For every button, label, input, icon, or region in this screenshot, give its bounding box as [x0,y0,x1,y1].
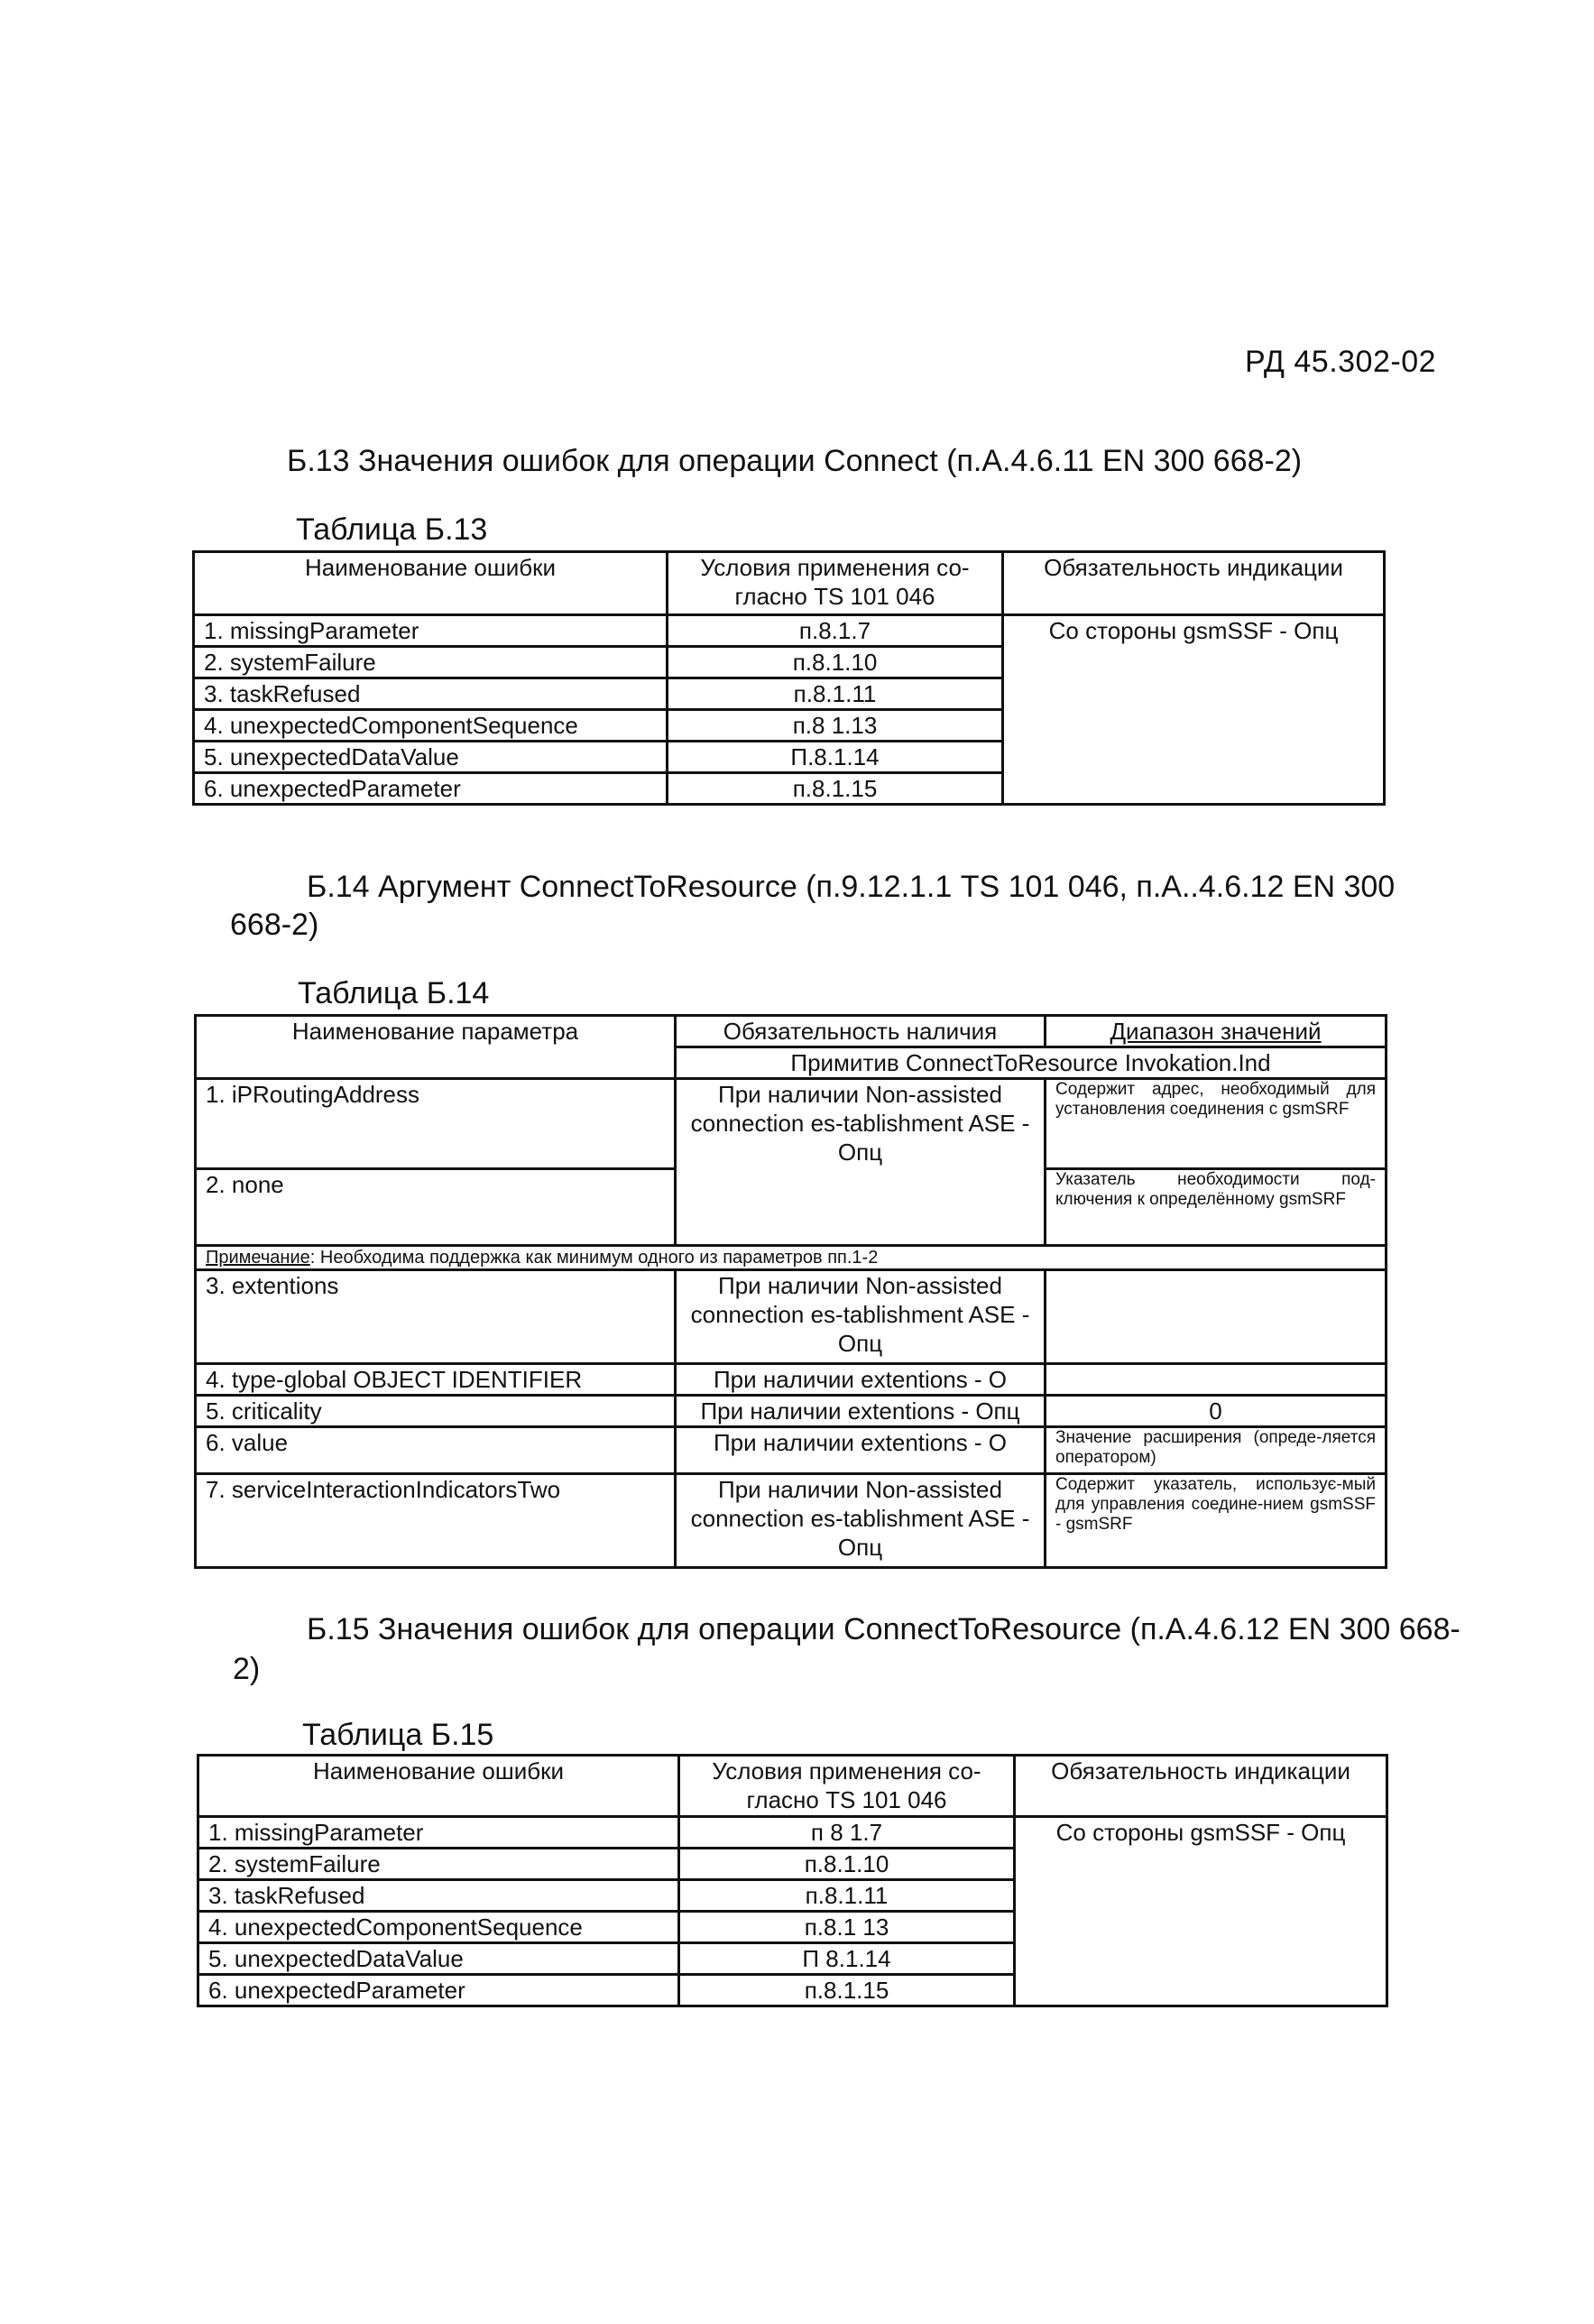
value-range-cell: Значение расширения (опреде-ляется оператором) [1046,1427,1387,1474]
value-range-cell [1046,1270,1387,1364]
presence-cell: При наличии Non-assisted connection es-tablishment ASE - Опц [676,1079,1046,1246]
header-condition: Условия применения со-гласно TS 101 046 [679,1756,1015,1817]
parameter-name-cell: 5. criticality [196,1396,676,1427]
note-row [196,1246,1387,1270]
section-b14-heading-line2: 668-2) [230,908,319,942]
condition-cell: П 8.1.14 [679,1943,1015,1975]
value-range-cell [1046,1364,1387,1396]
section-b13-heading: Б.13 Значения ошибок для операции Connect (п.А.4.6.11 EN 300 668-2) [287,444,1303,478]
header-error-name: Наименование ошибки [198,1756,679,1817]
condition-cell: п 8 1.7 [679,1817,1015,1849]
header-indication: Обязательность индикации [1003,552,1385,615]
error-name-cell: 2. systemFailure [194,647,668,678]
condition-cell: п.8.1.15 [679,1975,1015,2006]
error-name-cell: 5. unexpectedDataValue [198,1943,679,1975]
condition-cell: п.8.1.10 [679,1849,1015,1880]
indication-cell: Со стороны gsmSSF - Опц [1003,615,1385,805]
parameter-name-cell: 7. serviceInteractionIndicatorsTwo [196,1474,676,1568]
document-id-header: РД 45.302-02 [1245,345,1437,379]
table-b13-caption: Таблица Б.13 [296,512,488,547]
presence-cell: При наличии extentions - Опц [676,1396,1046,1427]
table-row [196,1474,1387,1568]
header-condition: Условия применения со-гласно TS 101 046 [668,552,1003,615]
primitive-label: Примитив ConnectToResource Invokation.Ind [676,1047,1387,1079]
error-name-cell: 4. unexpectedComponentSequence [194,710,668,742]
header-value-range: Диапазон значений [1046,1016,1387,1047]
condition-cell: п.8.1.11 [679,1880,1015,1912]
value-range-cell: Содержит указатель, использує-мый для управления соедине-нием gsmSSF - gsmSRF [1046,1474,1387,1568]
value-range-cell: 0 [1046,1396,1387,1427]
error-name-cell: 4. unexpectedComponentSequence [198,1912,679,1943]
table-row [196,1427,1387,1474]
section-b15-heading-line1: Б.15 Значения ошибок для операции ConnectToResource (п.А.4.6.12 EN 300 668- [307,1612,1460,1646]
header-indication: Обязательность индикации [1015,1756,1387,1817]
indication-cell: Со стороны gsmSSF - Опц [1015,1817,1387,2006]
table-note [196,1246,1387,1270]
header-error-name: Наименование ошибки [194,552,668,615]
table-header-row [196,1016,1387,1047]
error-name-cell: 1. missingParameter [198,1817,679,1849]
presence-cell: При наличии Non-assisted connection es-tablishment ASE - Опц [676,1474,1046,1568]
section-b14-heading-line1: Б.14 Аргумент ConnectToResource (п.9.12.1.1 TS 101 046, п.А..4.6.12 EN 300 [307,870,1396,904]
value-range-cell: Содержит адрес, необходимый для установления соединения с gsmSRF [1046,1079,1387,1169]
condition-cell: п.8.1.10 [668,647,1003,678]
parameter-name-cell: 4. type-global OBJECT IDENTIFIER [196,1364,676,1396]
error-name-cell: 3. taskRefused [198,1880,679,1912]
parameter-name-cell: 3. extentions [196,1270,676,1364]
table-b14 [194,1014,1387,1569]
header-parameter-name: Наименование параметра [196,1016,676,1079]
condition-cell: п.8.1 13 [679,1912,1015,1943]
table-row [196,1270,1387,1364]
condition-cell: п.8.1.11 [668,678,1003,710]
table-b13 [192,550,1386,806]
table-row [194,615,1385,647]
table-b14-caption: Таблица Б.14 [298,976,490,1010]
table-row [196,1396,1387,1427]
note-text: : Необходима поддержка как минимум одного из параметров пп.1-2 [309,1248,879,1268]
value-range-cell: Указатель необходимости под-ключения к определённому gsmSRF [1046,1169,1387,1246]
error-name-cell: 6. unexpectedParameter [194,773,668,805]
table-row [196,1079,1387,1169]
table-header-row [198,1756,1387,1817]
table-row [198,1817,1387,1849]
condition-cell: п.8.1.15 [668,773,1003,805]
parameter-name-cell: 6. value [196,1427,676,1474]
parameter-name-cell: 2. none [196,1169,676,1246]
error-name-cell: 5. unexpectedDataValue [194,742,668,773]
parameter-name-cell: 1. iPRoutingAddress [196,1079,676,1169]
error-name-cell: 2. systemFailure [198,1849,679,1880]
table-b15-caption: Таблица Б.15 [302,1718,494,1752]
table-row [196,1364,1387,1396]
condition-cell: п.8.1.7 [668,615,1003,647]
error-name-cell: 6. unexpectedParameter [198,1975,679,2006]
error-name-cell: 1. missingParameter [194,615,668,647]
section-b15-heading-line2: 2) [233,1652,261,1686]
condition-cell: п.8 1.13 [668,710,1003,742]
presence-cell: При наличии extentions - O [676,1364,1046,1396]
table-b15 [197,1754,1388,2007]
error-name-cell: 3. taskRefused [194,678,668,710]
header-presence: Обязательность наличия [676,1016,1046,1047]
table-header-row [194,552,1385,615]
note-label: Примечание [206,1248,310,1268]
presence-cell: При наличии extentions - O [676,1427,1046,1474]
condition-cell: П.8.1.14 [668,742,1003,773]
presence-cell: При наличии Non-assisted connection es-tablishment ASE - Опц [676,1270,1046,1364]
